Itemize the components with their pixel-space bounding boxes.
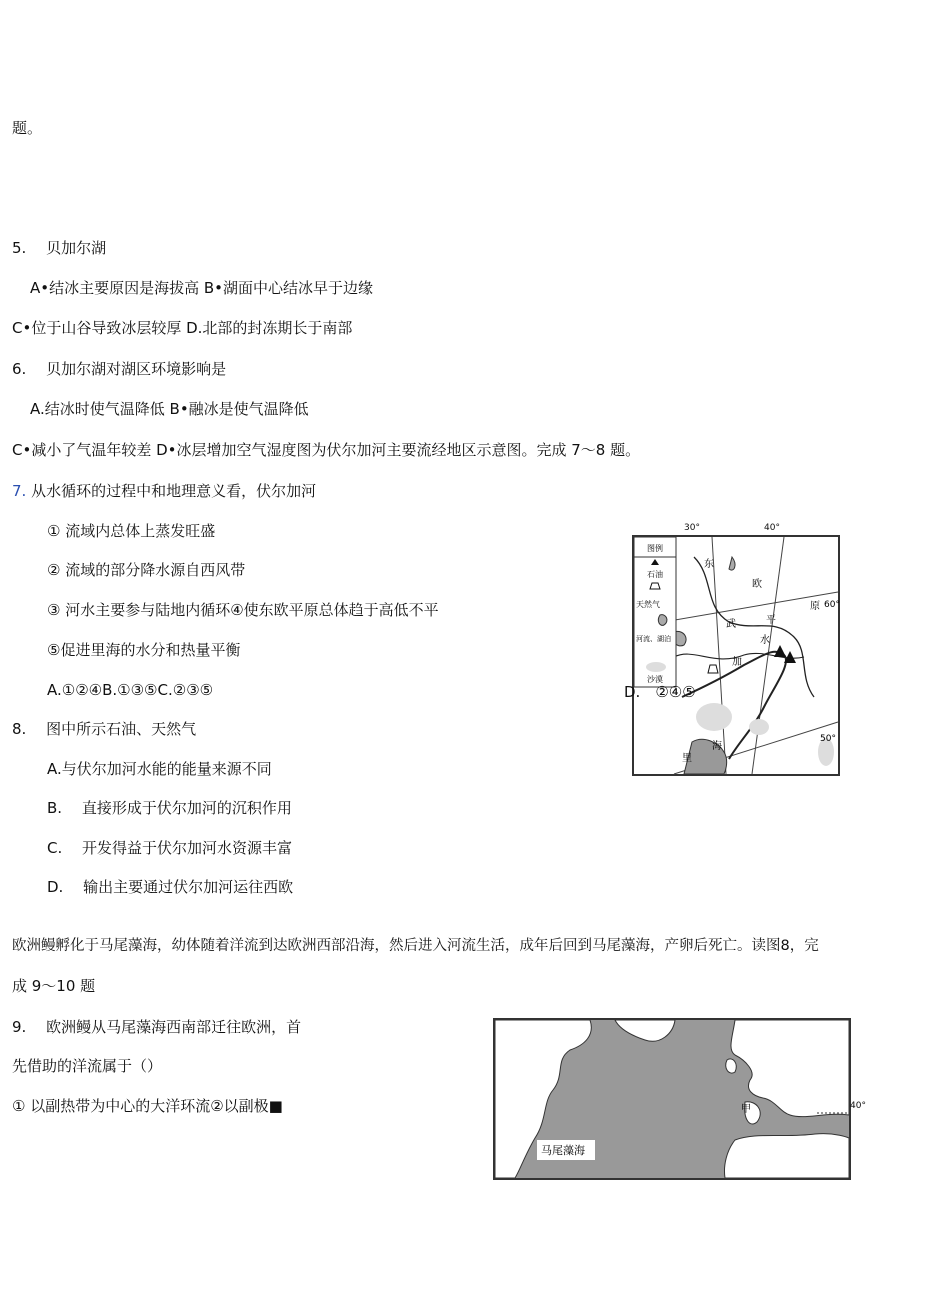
q9-line2: 先借助的洋流属于（） [12,1057,163,1075]
legend-sand-label: 沙漠 [647,675,663,684]
desert-area [749,719,769,735]
legend-river-label: 河流、湖泊 [636,635,671,643]
legend-oil-label: 石油 [647,570,663,579]
q5-options-cd: C•位于山谷导致冰层较厚 D.北部的封冻期长于南部 [12,319,353,337]
volga-map [632,535,840,776]
volga-map-drawing [634,537,838,774]
top-fragment: 题。 [12,119,43,137]
legend-gas-label: 天然气 [636,600,660,609]
q7-option-2: ② 流域的部分降水源自西风带 [47,561,246,579]
lat-50-label: 50° [820,734,836,744]
desert-area [696,703,732,731]
q7-option-1: ① 流域内总体上蒸发旺盛 [47,522,216,540]
atlantic-map-drawing [495,1020,849,1178]
label-li: 里 [682,753,692,764]
q7-choice-d: D. ②④⑤ [624,683,696,701]
legend-lake-icon [658,615,667,626]
jia-label: 甲 [741,1104,751,1115]
label-yuan: 原 [810,601,820,612]
label-ou: 欧 [752,579,762,590]
q7-stem-text: 从水循环的过程中和地理意义看，伏尔加河 [31,482,317,500]
africa [724,1134,849,1178]
lon-30-label: 30° [684,523,700,533]
label-jia: 加 [732,657,742,668]
meridian-30 [712,537,726,774]
label-hai: 海 [712,741,722,752]
label-dong: 东 [704,559,714,570]
q7-choices: A.①②④B.①③⑤C.②③⑤ [47,681,214,699]
british-isles [726,1059,737,1073]
q6-options-cd: C•减小了气温年较差 D•冰层增加空气湿度图为伏尔加河主要流经地区示意图。完成 7～8 题。 [12,441,641,459]
atlantic-lat-label: 40° [850,1101,866,1111]
q9-line1: 9. 欧洲鳗从马尾藻海西南部迁往欧洲，首 [12,1018,302,1036]
gas-icon [708,665,718,673]
label-shui: 水 [760,635,770,646]
eel-intro-line2: 成 9～10 题 [12,977,96,995]
q7-option-4: ⑤促进里海的水分和热量平衡 [47,641,241,659]
label-ping: 平 [766,615,776,626]
greenland [615,1020,675,1041]
q9-line3: ① 以副热带为中心的大洋环流②以副极■ [12,1097,283,1115]
q8-option-a: A.与伏尔加河水能的能量来源不同 [47,760,272,778]
q8-option-d: D. 输出主要通过伏尔加河运往西欧 [47,878,294,896]
q8-stem: 8. 图中所示石油、天然气 [12,720,197,738]
eel-intro-line1: 欧洲鳗孵化于马尾藻海，幼体随着洋流到达欧洲西部沿海，然后进入河流生活，成年后回到马尾藻海，产卵后死亡。读图8，完 [12,938,819,954]
q8-option-b: B. 直接形成于伏尔加河的沉积作用 [47,799,292,817]
q7-option-3: ③ 河水主要参与陆地内循环④使东欧平原总体趋于高低不平 [47,601,439,619]
q7-stem [12,481,316,501]
label-wu: 武 [726,619,736,630]
legend-desert-icon [646,662,666,672]
sargasso-label: 马尾藻海 [541,1144,585,1157]
lon-40-label: 40° [764,523,780,533]
q8-option-c: C. 开发得益于伏尔加河水资源丰富 [47,839,293,857]
border-line [694,557,814,697]
q6-options-ab: A.结冰时使气温降低 B•融冰是使气温降低 [30,400,309,418]
q7-number: 7. [12,482,27,500]
atlantic-map [493,1018,851,1180]
legend-title: 图例 [647,544,663,553]
lat-60-label: 60° [824,600,840,610]
q5-options-ab: A•结冰主要原因是海拔高 B•湖面中心结冰早于边缘 [30,279,374,297]
lake-icon [729,557,735,570]
q5-stem: 5. 贝加尔湖 [12,239,107,257]
q6-stem: 6. 贝加尔湖对湖区环境影响是 [12,360,227,378]
